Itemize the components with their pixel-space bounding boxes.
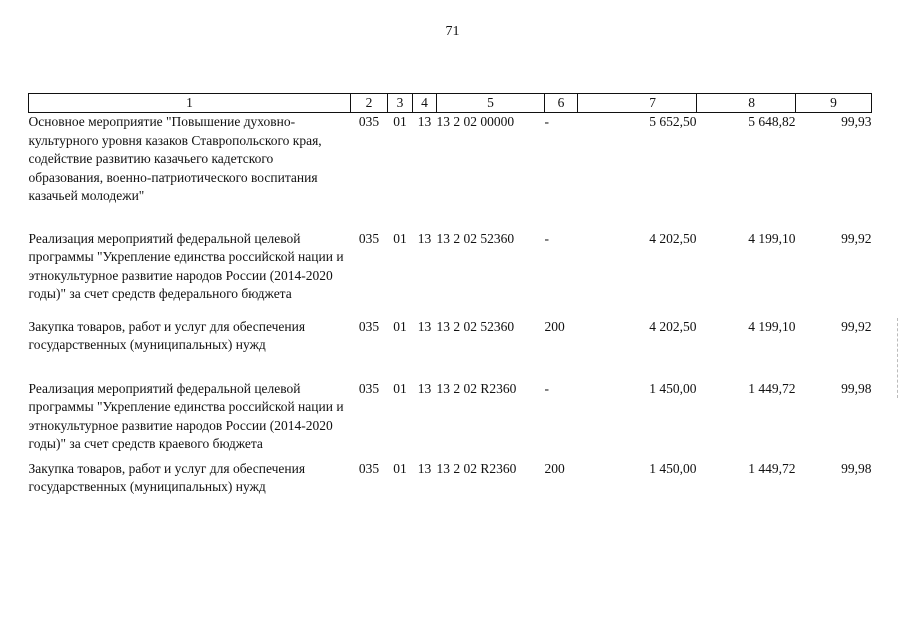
row-percent: 99,92 <box>841 318 872 334</box>
row-plan: 4 202,50 <box>649 230 697 246</box>
row-plan: 4 202,50 <box>649 318 697 334</box>
row-name: Закупка товаров, работ и услуг для обеспечения государственных (муниципальных) нужд <box>28 460 306 494</box>
column-header-target-item: 5 <box>437 94 545 113</box>
table-row <box>29 113 872 230</box>
row-actual: 4 199,10 <box>748 318 796 334</box>
column-header-actual: 8 <box>697 94 796 113</box>
row-plan: 1 450,00 <box>649 380 697 396</box>
row-subsection: 13 <box>417 380 432 396</box>
column-header-section: 3 <box>388 94 413 113</box>
row-percent: 99,92 <box>841 230 872 246</box>
row-name: Реализация мероприятий федеральной целевой программы "Укрепление единства российской нации и этнокультурное развитие народов России (2014-2020 годы)" за счет средств федерального бюджета <box>28 230 344 301</box>
row-percent: 99,98 <box>841 460 872 476</box>
row-expense-type: - <box>544 380 549 396</box>
table-row <box>29 460 872 497</box>
table-row <box>29 230 872 318</box>
row-ministry: 035 <box>358 460 380 476</box>
row-section: 01 <box>393 460 407 476</box>
column-header-plan: 7 <box>578 94 697 113</box>
row-subsection: 13 <box>417 230 432 246</box>
row-plan: 1 450,00 <box>649 460 697 476</box>
column-number-header-row <box>29 94 872 113</box>
column-header-name: 1 <box>29 94 351 113</box>
row-target-item: 13 2 02 R2360 <box>436 460 517 476</box>
row-name: Основное мероприятие "Повышение духовно-культурного уровня казаков Ставропольского края, содействие развитию казачьего кадетского образования, военно-патриотического воспитания казачьей молодежи" <box>28 114 322 203</box>
row-section: 01 <box>393 230 407 246</box>
row-subsection: 13 <box>417 318 432 334</box>
column-header-expense-type: 6 <box>545 94 578 113</box>
table-row <box>29 318 872 380</box>
row-name: Реализация мероприятий федеральной целевой программы "Укрепление единства российской нации и этнокультурное развитие народов России (2014-2020 годы)" за счет средств краевого бюджета <box>28 380 344 451</box>
row-section: 01 <box>393 380 407 396</box>
row-subsection: 13 <box>417 460 432 476</box>
row-target-item: 13 2 02 52360 <box>436 230 515 246</box>
row-ministry: 035 <box>358 114 380 129</box>
row-plan: 5 652,50 <box>649 114 697 129</box>
scan-edge-marks <box>897 318 900 398</box>
row-actual: 4 199,10 <box>748 230 796 246</box>
row-ministry: 035 <box>358 318 380 334</box>
row-section: 01 <box>393 114 407 129</box>
row-percent: 99,98 <box>841 380 872 396</box>
row-target-item: 13 2 02 R2360 <box>436 380 517 396</box>
row-target-item: 13 2 02 52360 <box>436 318 515 334</box>
row-expense-type: 200 <box>544 460 565 476</box>
row-actual: 5 648,82 <box>748 114 796 129</box>
row-expense-type: 200 <box>544 318 565 334</box>
row-percent: 99,93 <box>841 114 872 129</box>
column-header-ministry: 2 <box>351 94 388 113</box>
page-number: 71 <box>445 24 460 39</box>
table-row <box>29 380 872 460</box>
row-ministry: 035 <box>358 230 380 246</box>
row-actual: 1 449,72 <box>748 460 796 476</box>
row-actual: 1 449,72 <box>748 380 796 396</box>
row-subsection: 13 <box>417 114 432 129</box>
column-header-percent: 9 <box>796 94 872 113</box>
row-section: 01 <box>393 318 407 334</box>
row-target-item: 13 2 02 00000 <box>436 114 515 129</box>
row-expense-type: - <box>544 230 549 246</box>
column-header-subsection: 4 <box>413 94 437 113</box>
row-name: Закупка товаров, работ и услуг для обеспечения государственных (муниципальных) нужд <box>28 318 306 352</box>
budget-execution-table <box>28 93 872 497</box>
row-expense-type: - <box>544 114 549 129</box>
row-ministry: 035 <box>358 380 380 396</box>
